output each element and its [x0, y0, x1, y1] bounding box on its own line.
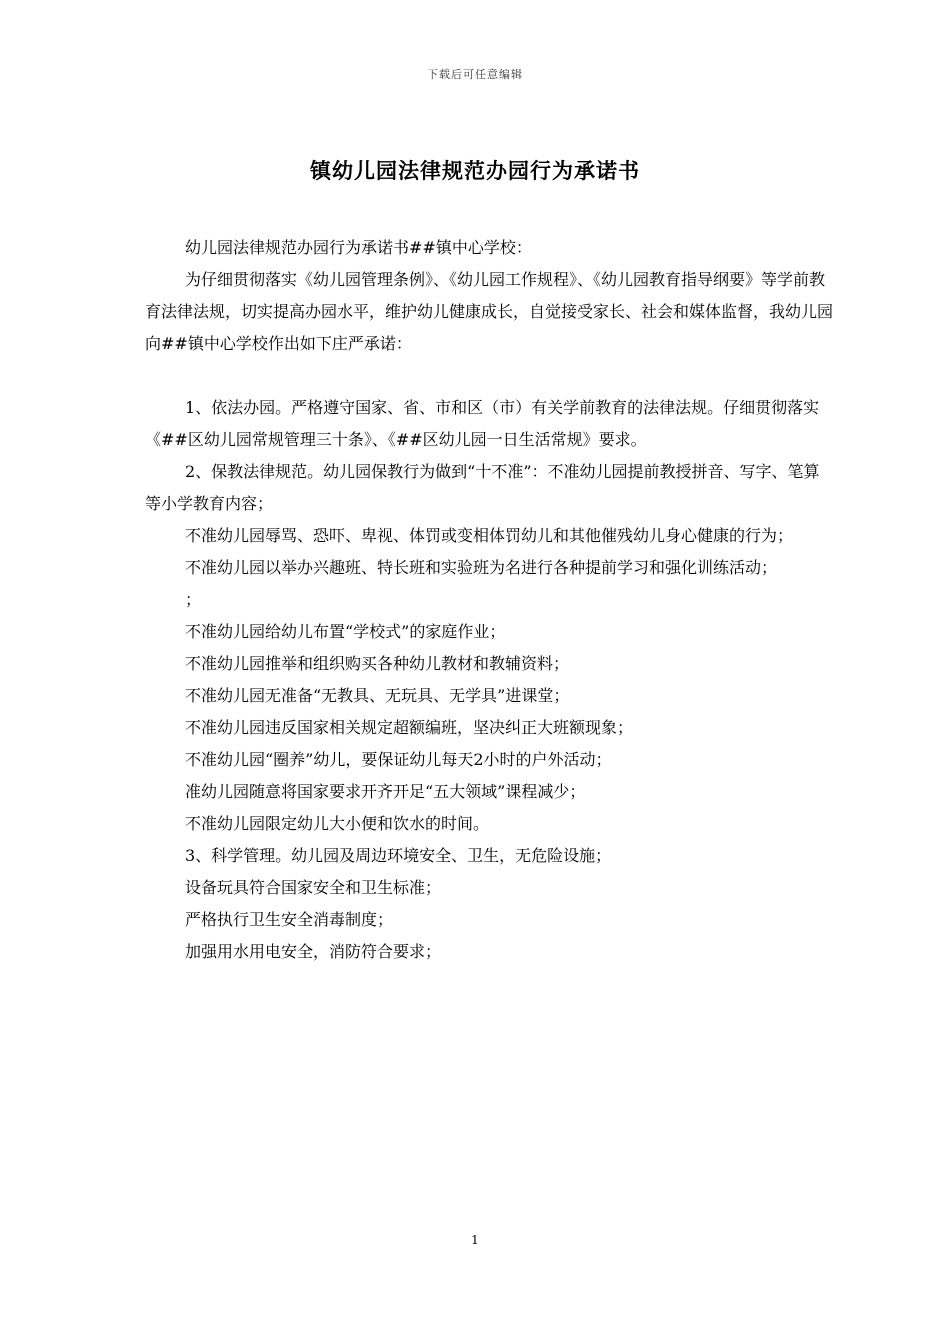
paragraph-item-2: 2、保教法律规范。幼儿园保教行为做到“十不准”：不准幼儿园提前教授拼音、写字、笔算等小学教育内容；	[145, 462, 820, 513]
paragraph-rule: 不准幼儿园给幼儿布置“学校式”的家庭作业；	[185, 622, 506, 641]
paragraph-salutation: 幼儿园法律规范办园行为承诺书##镇中心学校：	[185, 238, 532, 257]
paragraph-rule: ；	[185, 590, 202, 609]
paragraph-item-3: 3、科学管理。幼儿园及周边环境安全、卫生，无危险设施；	[185, 846, 612, 865]
paragraph-rule: 不准幼儿园“圈养”幼儿，要保证幼儿每天2小时的户外活动；	[185, 750, 612, 769]
paragraph-item-1: 1、依法办园。严格遵守国家、省、市和区（市）有关学前教育的法律法规。仔细贯彻落实《##区幼儿园常规管理三十条》、《##区幼儿园一日生活常规》要求。	[145, 398, 820, 449]
document-title: 镇幼儿园法律规范办园行为承诺书	[310, 158, 640, 183]
paragraph-rule: 加强用水用电安全，消防符合要求；	[185, 942, 442, 961]
paragraph-rule: 不准幼儿园违反国家相关规定超额编班，坚决纠正大班额现象；	[185, 718, 634, 737]
paragraph-rule: 不准幼儿园无准备“无教具、无玩具、无学具”进课堂；	[185, 686, 570, 705]
page-number: 1	[471, 1233, 479, 1247]
header-note: 下载后可任意编辑	[427, 68, 523, 81]
paragraph-rule: 不准幼儿园推举和组织购买各种幼儿教材和教辅资料；	[185, 654, 570, 673]
paragraph-rule: 不准幼儿园辱骂、恐吓、卑视、体罚或变相体罚幼儿和其他催残幼儿身心健康的行为；	[185, 526, 794, 545]
paragraph-rule: 不准幼儿园以举办兴趣班、特长班和实验班为名进行各种提前学习和强化训练活动；	[185, 558, 778, 577]
paragraph-rule: 严格执行卫生安全消毒制度；	[185, 910, 394, 929]
paragraph-rule: 准幼儿园随意将国家要求开齐开足“五大领域”课程减少；	[185, 782, 586, 801]
paragraph-intro: 为仔细贯彻落实《幼儿园管理条例》、《幼儿园工作规程》、《幼儿园教育指导纲要》等学前教育法律法规，切实提高办园水平，维护幼儿健康成长，自觉接受家长、社会和媒体监督，我幼儿园向##镇中心学校作出如下庄严承诺：	[145, 270, 834, 353]
document-body	[145, 232, 835, 968]
paragraph-rule: 不准幼儿园限定幼儿大小便和饮水的时间。	[185, 814, 490, 833]
paragraph-rule: 设备玩具符合国家安全和卫生标准；	[185, 878, 442, 897]
